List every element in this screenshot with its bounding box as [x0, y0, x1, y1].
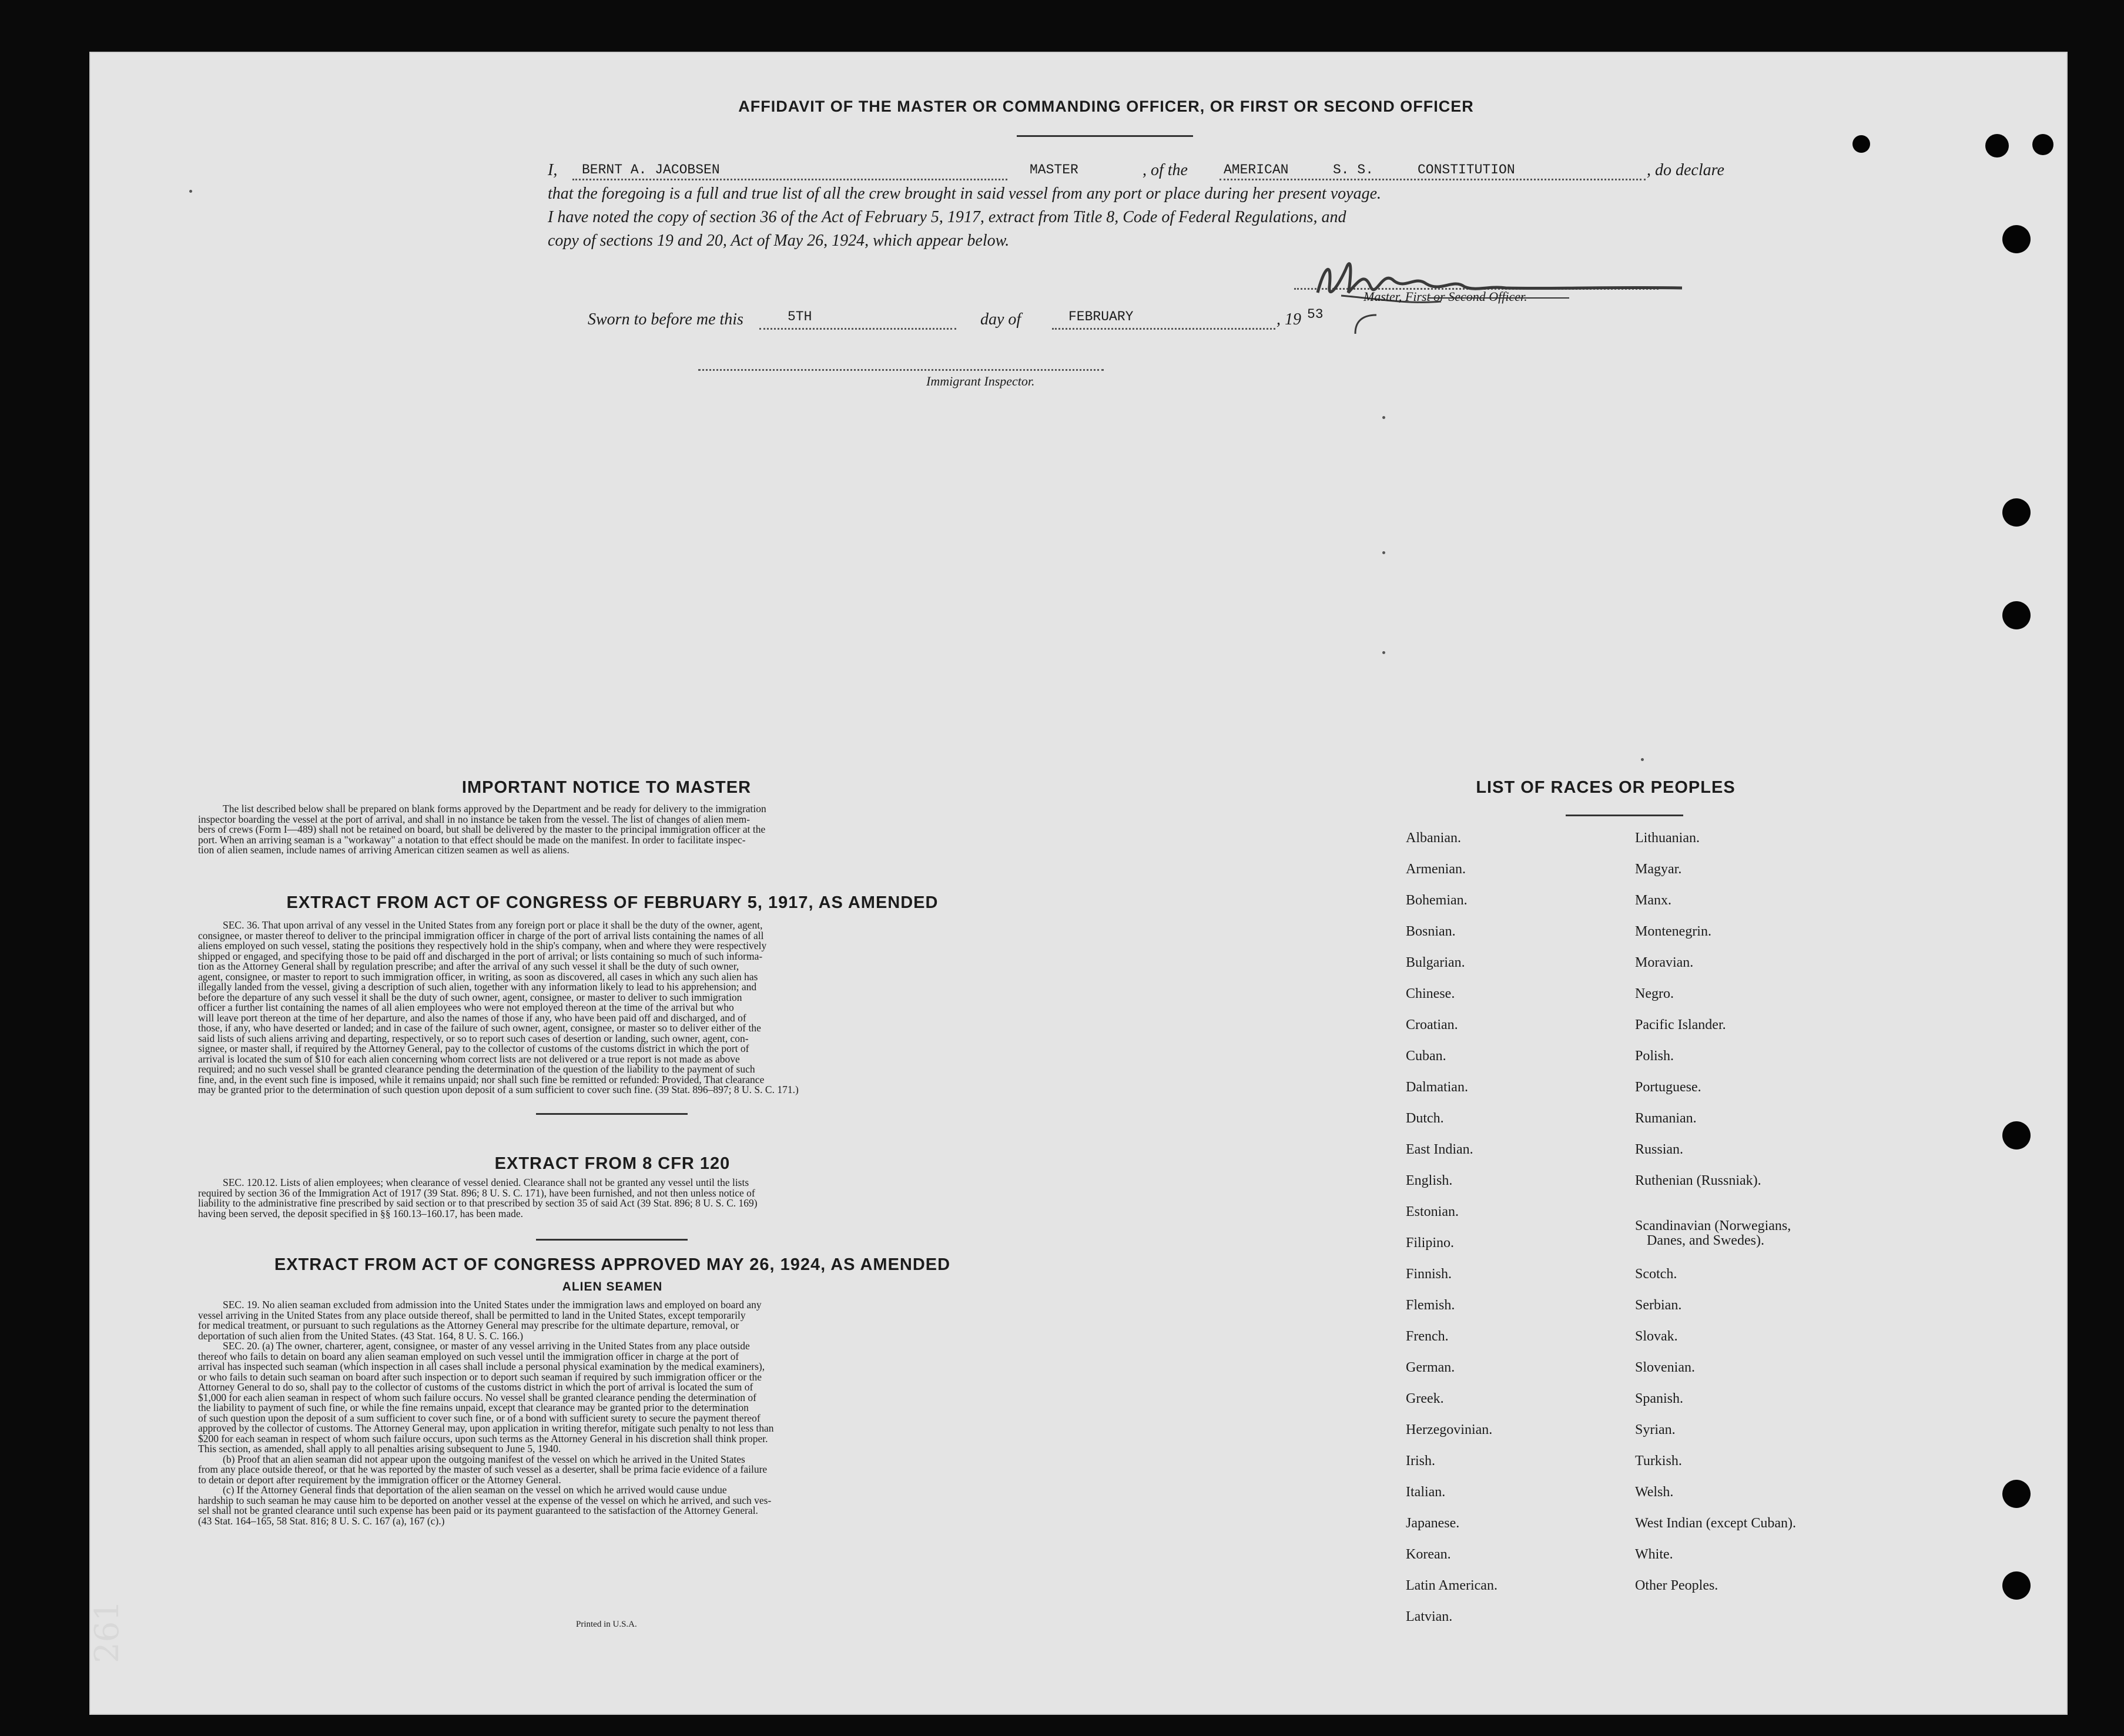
extract-1917-line: may be granted prior to the determination of such question upon deposit of a sum sufficient to cover such fine. (39 Stat. 896–897; 8 U. S. C. 171.) — [198, 1084, 799, 1095]
vessel-name: CONSTITUTION — [1418, 162, 1515, 177]
extract-1924-line: approved by the collector of customs. The Attorney General may, upon application in writing therefor, mitigate such penalty to not less than — [198, 1422, 774, 1434]
extract-1924-title: EXTRACT FROM ACT OF CONGRESS APPROVED MAY 26, 1924, AS AMENDED — [274, 1255, 951, 1274]
printed-in-usa: Printed in U.S.A. — [576, 1620, 637, 1629]
race-item: Bohemian. — [1406, 893, 1468, 908]
race-item: Japanese. — [1406, 1516, 1460, 1531]
race-item: English. — [1406, 1173, 1453, 1188]
race-item: Moravian. — [1635, 955, 1694, 970]
race-item: Spanish. — [1635, 1391, 1684, 1406]
race-item: Chinese. — [1406, 986, 1455, 1001]
extract-1917-body — [198, 920, 1027, 1095]
extract-1924-line: or who fails to detain such seaman on board after such inspection or to deport such seaman if required by such immigration officer or the — [198, 1370, 762, 1383]
race-item: White. — [1635, 1547, 1673, 1562]
races-title: LIST OF RACES OR PEOPLES — [1476, 778, 1736, 797]
extract-1924-line: Attorney General to do so, shall pay to the collector of customs of the customs district in which the port of arrival is located the sum of — [198, 1381, 753, 1393]
extract-1917-line: agent, consignee, or master to report to such immigration officer, in writing, as soon as discovered, all cases in which any such alien has — [198, 970, 758, 983]
extract-1924-line: SEC. 19. No alien seaman excluded from admission into the United States under the immigration laws and employed on board any — [223, 1299, 762, 1311]
of-the-text: , of the — [1143, 161, 1188, 179]
extract-1917-line: said lists of such aliens arriving and departing, respectively, or so to report such cases of desertion or landing, such owner, agent, con- — [198, 1032, 749, 1044]
binder-hole — [2032, 134, 2053, 155]
race-item: Russian. — [1635, 1142, 1684, 1157]
vessel-nationality: AMERICAN — [1224, 162, 1289, 177]
paper-speck — [189, 190, 192, 193]
extract-1917-line: SEC. 36. That upon arrival of any vessel in the United States from any foreign port or place it shall be the duty of the owner, agent, — [223, 919, 763, 931]
sworn-day: 5TH — [788, 309, 812, 324]
divider-2 — [536, 1239, 688, 1241]
sworn-year: 53 — [1307, 307, 1324, 322]
race-item: Dalmatian. — [1406, 1080, 1468, 1095]
races-title-rule — [1566, 815, 1683, 816]
extract-1917-line: consignee, or master thereof to deliver to the principal immigration officer in charge of the port of arrival lists containing the names of all — [198, 929, 764, 941]
race-item: Scotch. — [1635, 1266, 1677, 1282]
affidavit-page — [89, 52, 2068, 1715]
margin-note: 261 — [88, 1600, 126, 1663]
extract-1924-line: the liability to payment of such fine, or while the fine remains unpaid, except that clearance may be granted prior to the determination — [198, 1402, 749, 1413]
cfr-line: SEC. 120.12. Lists of alien employees; when clearance of vessel denied. Clearance shall not be granted any vessel until the lists — [223, 1177, 749, 1188]
race-item: Latin American. — [1406, 1578, 1497, 1593]
cfr-title: EXTRACT FROM 8 CFR 120 — [494, 1154, 731, 1173]
master-rank: MASTER — [1030, 162, 1078, 177]
vessel-underline — [1220, 179, 1646, 180]
inspector-caption: Immigrant Inspector. — [926, 374, 1035, 388]
race-item: Lithuanian. — [1635, 830, 1700, 846]
binder-hole — [2002, 1480, 2031, 1508]
extract-1917-title: EXTRACT FROM ACT OF CONGRESS OF FEBRUARY 5, 1917, AS AMENDED — [286, 893, 939, 912]
declaration-line-2: that the foregoing is a full and true list of all the crew brought in said vessel from any port or place during her present voyage. — [548, 185, 1382, 203]
extract-1917-line: illegally landed from the vessel, giving a description of such alien, together with any information likely to lead to his apprehension; and — [198, 981, 757, 993]
race-item: Korean. — [1406, 1547, 1451, 1562]
race-item: Greek. — [1406, 1391, 1444, 1406]
race-item: Syrian. — [1635, 1422, 1676, 1437]
extract-1917-line: shipped or engaged, and specifying those to be paid off and discharged in the port of arrival; or lists containing so much of such informa- — [198, 950, 763, 962]
cfr-line: required by section 36 of the Immigration Act of 1917 (39 Stat. 896; 8 U. S. C. 171), have been furnished, and not then unless notice of — [198, 1187, 755, 1199]
binder-hole — [2002, 498, 2031, 527]
extract-1924-line: This section, as amended, shall apply to all penalties arising subsequent to June 5, 1940. — [198, 1443, 561, 1455]
cfr-line: having been served, the deposit specified in §§ 160.13–160.17, has been made. — [198, 1207, 524, 1219]
signer-strike — [1428, 297, 1569, 299]
race-item: Scandinavian (Norwegians, — [1635, 1218, 1791, 1234]
extract-1924-line: sel shall not be granted clearance until such expense has been paid or its payment guaranteed to the satisfaction of the Attorney General. — [198, 1504, 758, 1516]
notice-body — [198, 804, 1027, 856]
race-item: Polish. — [1635, 1048, 1674, 1064]
binder-hole — [2002, 1571, 2031, 1600]
do-declare-text: , do declare — [1647, 161, 1724, 179]
notice-line: tion of alien seamen, include names of arriving American citizen seamen as well as aliens. — [198, 844, 569, 856]
declaration-line-1 — [548, 161, 1788, 185]
extract-1917-line: aliens employed on such vessel, stating the positions they respectively hold in the ship's company, when and where they were respectively — [198, 940, 767, 951]
binder-hole — [2002, 225, 2031, 253]
extract-1917-line: will leave port thereon at the time of her departure, and also the names of those if any, who have been paid off and discharged, and of — [198, 1011, 746, 1024]
extract-1924-line: SEC. 20. (a) The owner, charterer, agent, consignee, or master of any vessel arriving in the United States from any place outside — [223, 1340, 750, 1352]
binder-hole — [1852, 135, 1870, 153]
sworn-line — [588, 307, 1528, 334]
extract-1924-line: to detain or deport after requirement by the immigration officer or the Attorney General. — [198, 1473, 561, 1486]
paper-speck — [1641, 758, 1644, 761]
extract-1924-line: (c) If the Attorney General finds that deportation of the alien seaman on the vessel on which he arrived would cause undue — [223, 1484, 727, 1496]
extract-1924-line: from any place outside thereof, or that he was reported by the master of such vessel as a deserter, shall be prima facie evidence of a failure — [198, 1463, 768, 1475]
race-item: Bulgarian. — [1406, 955, 1465, 970]
extract-1924-line: vessel arriving in the United States from any place outside thereof, shall be permitted to land in the United States, except temporarily — [198, 1309, 746, 1321]
race-item: Welsh. — [1635, 1484, 1674, 1500]
race-item: Other Peoples. — [1635, 1578, 1718, 1593]
race-item: Armenian. — [1406, 862, 1466, 877]
extract-1924-line: $200 for each seaman in respect of whom such failure occurs, upon such terms as the Attorney General in his discretion shall think proper. — [198, 1432, 768, 1445]
race-item: German. — [1406, 1360, 1455, 1375]
race-item: French. — [1406, 1329, 1449, 1344]
race-item: Estonian. — [1406, 1204, 1459, 1219]
extract-1924-line: hardship to such seaman he may cause him to be deported on another vessel at the expense of the vessel on which he arrived, and such ves- — [198, 1494, 772, 1506]
race-item: Turkish. — [1635, 1453, 1682, 1469]
extract-1917-line: tion as the Attorney General shall by regulation prescribe; and after the arrival of any such vessel it shall be the duty of such owner, — [198, 960, 739, 972]
notice-line: port. When an arriving seaman is a "workaway" a notation to that effect should be made on the manifest. In order to facilitate inspec- — [198, 833, 746, 846]
month-underline — [1052, 328, 1275, 330]
declaration-line-3: I have noted the copy of section 36 of the Act of February 5, 1917, extract from Title 8, Code of Federal Regulations, and — [548, 208, 1346, 226]
race-item: Slovenian. — [1635, 1360, 1695, 1375]
name-underline — [572, 179, 1007, 180]
race-item: Ruthenian (Russniak). — [1635, 1173, 1761, 1188]
race-item: East Indian. — [1406, 1142, 1473, 1157]
extract-1924-subtitle: ALIEN SEAMEN — [562, 1280, 663, 1293]
race-item: Italian. — [1406, 1484, 1446, 1500]
race-item: Flemish. — [1406, 1298, 1455, 1313]
extract-1917-line: before the departure of any such vessel it shall be the duty of such owner, agent, consignee, or master to deliver to such immigration — [198, 991, 742, 1003]
notice-line: The list described below shall be prepared on blank forms approved by the Department and be ready for delivery to the immigration — [223, 803, 766, 815]
race-item: Bosnian. — [1406, 924, 1456, 939]
cfr-body — [198, 1178, 1027, 1219]
title-rule — [1017, 135, 1193, 137]
signer-caption: Master, First or Second Officer. — [1363, 289, 1527, 304]
race-item: Herzegovinian. — [1406, 1422, 1493, 1437]
race-item: West Indian (except Cuban). — [1635, 1516, 1796, 1531]
inspector-line — [698, 369, 1104, 371]
sworn-month: FEBRUARY — [1068, 309, 1134, 324]
extract-1917-line: signee, or master shall, if required by the Attorney General, pay to the collector of customs of the customs district in which the port of — [198, 1043, 749, 1054]
race-item: Dutch. — [1406, 1111, 1444, 1126]
race-item: Montenegrin. — [1635, 924, 1711, 939]
notice-line: inspector boarding the vessel at the port of arrival, and shall in no instance be taken from the vessel. The list of changes of alien mem- — [198, 813, 751, 825]
extract-1924-line: of such question upon the deposit of a sum sufficient to cover such fine, or of a bond with sufficient surety to secure the payment thereof — [198, 1412, 761, 1424]
race-item: Finnish. — [1406, 1266, 1452, 1282]
extract-1917-line: required; and no such vessel shall be granted clearance pending the determination of the question of the liability to the payment of such — [198, 1063, 755, 1075]
race-item: Albanian. — [1406, 830, 1461, 846]
race-item: Portuguese. — [1635, 1080, 1701, 1095]
notice-line: bers of crews (Form I—489) shall not be retained on board, but shall be delivered by the master to the principal immigration officer at the — [198, 823, 766, 835]
cfr-line: liability to the administrative fine prescribed by said section or to that prescribed by section 35 of said Act (39 Stat. 896; 8 U. S. C. 169) — [198, 1197, 758, 1209]
master-name: BERNT A. JACOBSEN — [582, 162, 720, 177]
race-item: Magyar. — [1635, 862, 1682, 877]
race-item: Slovak. — [1635, 1329, 1678, 1344]
paper-speck — [1382, 651, 1385, 654]
extract-1924-body — [198, 1300, 1027, 1526]
race-item: Croatian. — [1406, 1017, 1458, 1033]
sworn-text: Sworn to before me this — [588, 310, 743, 329]
divider-1 — [536, 1113, 688, 1115]
extract-1924-line: deportation of such alien from the United States. (43 Stat. 164, 8 U. S. C. 166.) — [198, 1329, 524, 1342]
binder-hole — [1985, 134, 2009, 157]
race-item: Rumanian. — [1635, 1111, 1697, 1126]
paper-speck — [1382, 416, 1385, 419]
extract-1924-line: for medical treatment, or pursuant to such regulations as the Attorney General may prescribe for the ultimate departure, removal, or — [198, 1319, 739, 1331]
extract-1917-line: those, if any, who have deserted or landed; and in case of the failure of such owner, agent, consignee, or master so to deliver either of the — [198, 1022, 761, 1034]
extract-1924-line: arrival has inspected such seaman (which inspection in all cases shall include a personal physical examination by the medical examiners), — [198, 1360, 765, 1372]
race-item: Danes, and Swedes). — [1647, 1233, 1764, 1248]
extract-1924-line: thereof who fails to detain on board any alien seaman employed on such vessel until the immigration officer in charge at the port of — [198, 1350, 739, 1362]
race-item: Negro. — [1635, 986, 1674, 1001]
extract-1917-line: fine, and, in the event such fine is imposed, while it remains unpaid; nor shall such fine be remitted or refunded: Provided, That clearance — [198, 1073, 765, 1085]
race-item: Serbian. — [1635, 1298, 1682, 1313]
race-item: Pacific Islander. — [1635, 1017, 1726, 1033]
binder-hole — [2002, 1121, 2031, 1149]
extract-1917-line: arrival is located the sum of $10 for each alien concerning whom correct lists are not delivered or a true report is not made as above — [198, 1053, 740, 1065]
extract-1917-line: officer a further list containing the names of all alien employees who were not employed thereon at the time of the arrival but who — [198, 1001, 734, 1013]
extract-1924-line: $1,000 for each alien seaman in respect of whom such failure occurs. No vessel shall be granted clearance pending the determination of — [198, 1391, 756, 1403]
day-underline — [759, 328, 956, 330]
extract-1924-line: (43 Stat. 164–165, 58 Stat. 816; 8 U. S. C. 167 (a), 167 (c).) — [198, 1514, 445, 1527]
race-item: Manx. — [1635, 893, 1671, 908]
affidavit-title: AFFIDAVIT OF THE MASTER OR COMMANDING OFFICER, OR FIRST OR SECOND OFFICER — [738, 98, 1474, 115]
race-item: Irish. — [1406, 1453, 1435, 1469]
year-prefix: , 19 — [1277, 310, 1301, 329]
notice-title: IMPORTANT NOTICE TO MASTER — [461, 778, 752, 797]
day-of-text: day of — [980, 310, 1021, 329]
paper-speck — [1382, 551, 1385, 554]
race-item: Filipino. — [1406, 1235, 1455, 1251]
declaration-line-4: copy of sections 19 and 20, Act of May 26, 1924, which appear below. — [548, 232, 1010, 250]
binder-hole — [2002, 601, 2031, 629]
vessel-type: S. S. — [1333, 162, 1374, 177]
race-item: Cuban. — [1406, 1048, 1446, 1064]
pronoun-i: I, — [548, 161, 558, 179]
race-item: Latvian. — [1406, 1609, 1453, 1624]
extract-1924-line: (b) Proof that an alien seaman did not appear upon the outgoing manifest of the vessel on which he arrived in the United States — [223, 1453, 745, 1465]
